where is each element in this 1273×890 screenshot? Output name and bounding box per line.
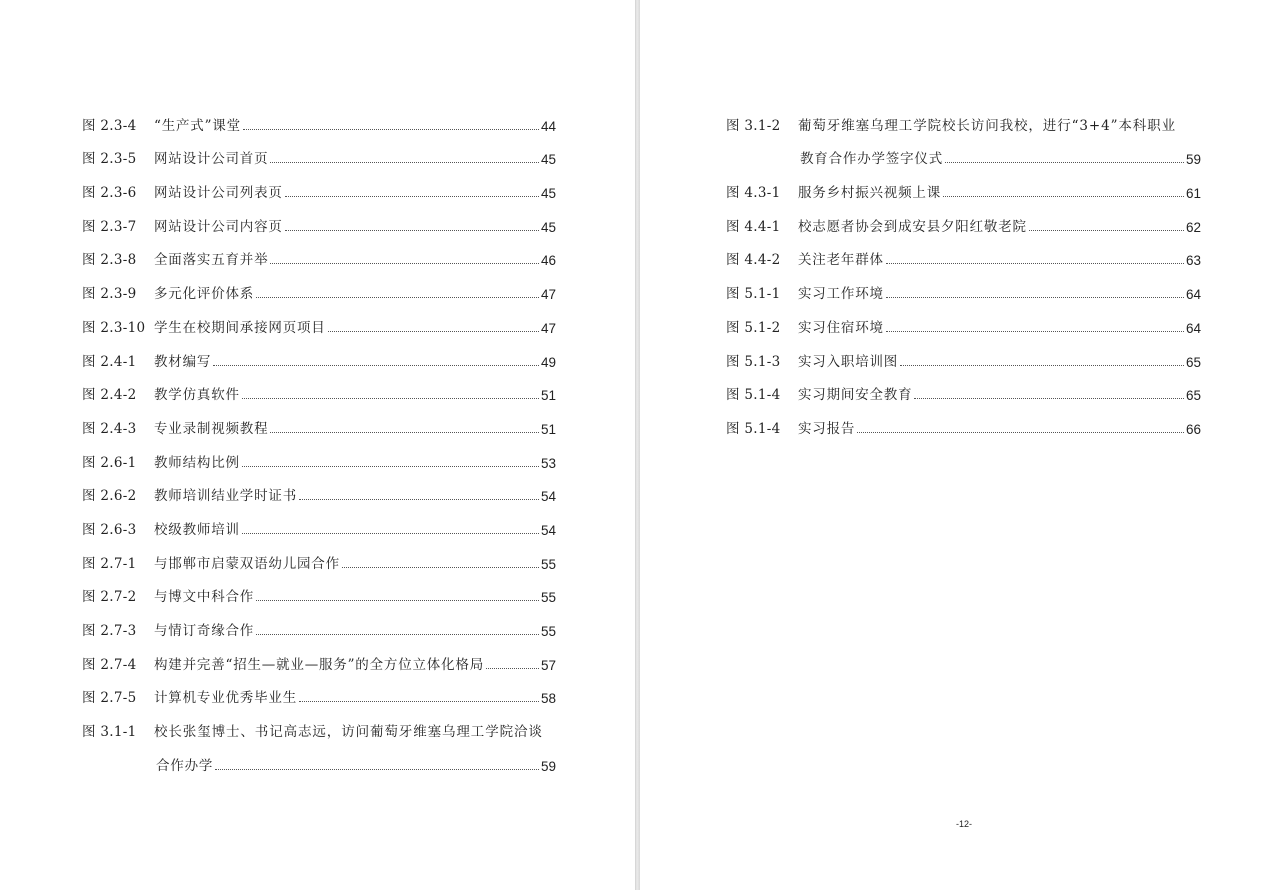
- figure-title: 构建并完善“招生—就业—服务”的全方位立体化格局: [154, 656, 485, 673]
- page-ref: 45: [540, 152, 556, 168]
- figure-title: 网站设计公司内容页: [154, 218, 283, 235]
- page-ref: 63: [1185, 253, 1201, 269]
- figure-title: 专业录制视频教程: [154, 420, 269, 437]
- figure-number: 图 2.7-1: [82, 555, 137, 572]
- toc-entry[interactable]: [726, 201, 1201, 235]
- toc-entry[interactable]: [82, 302, 556, 336]
- page-ref: 54: [540, 522, 556, 538]
- page-ref: 65: [1185, 388, 1201, 404]
- dot-leader: [285, 195, 539, 197]
- dot-leader: [886, 296, 1184, 298]
- figure-title: 校级教师培训: [154, 521, 240, 538]
- toc-entry[interactable]: [82, 437, 556, 471]
- dot-leader: [270, 161, 539, 163]
- figure-number: 图 2.3-8: [82, 252, 137, 269]
- toc-entry[interactable]: [82, 538, 556, 572]
- figure-title: 关注老年群体: [798, 252, 884, 269]
- page-ref: 64: [1185, 320, 1201, 336]
- page-ref: 59: [1185, 152, 1201, 168]
- figure-number: 图 2.3-6: [82, 185, 137, 202]
- dot-leader: [328, 330, 539, 332]
- figure-title: 校志愿者协会到成安县夕阳红敬老院: [798, 218, 1027, 235]
- toc-entry[interactable]: [82, 134, 556, 168]
- figure-number: 图 4.3-1: [726, 185, 781, 202]
- dot-leader: [299, 700, 539, 702]
- figure-title: 教师结构比例: [154, 454, 240, 471]
- figure-list-left: [82, 100, 556, 774]
- figure-number: 图 3.1-2: [726, 117, 781, 134]
- toc-entry[interactable]: [726, 302, 1201, 336]
- dot-leader: [256, 633, 539, 635]
- page-ref: 47: [540, 287, 556, 303]
- figure-title: 全面落实五育并举: [154, 252, 269, 269]
- page-ref: 45: [540, 219, 556, 235]
- figure-title: 与情订奇缘合作: [154, 623, 255, 639]
- figure-number: 图 4.4-2: [726, 252, 781, 269]
- figure-number: 图 5.1-4: [726, 420, 781, 437]
- page-ref: 44: [540, 118, 556, 134]
- toc-entry[interactable]: [82, 639, 556, 673]
- toc-entry[interactable]: [82, 201, 556, 235]
- page-ref: 61: [1185, 186, 1201, 202]
- figure-title-line1: 葡萄牙维塞乌理工学院校长访问我校，进行“3+4”本科职业: [798, 117, 1176, 134]
- page-ref: 51: [540, 421, 556, 437]
- figure-number: 图 3.1-1: [82, 724, 137, 741]
- page-ref: 64: [1185, 287, 1201, 303]
- toc-entry-multiline[interactable]: [726, 100, 1201, 167]
- figure-title: 实习入职培训图: [798, 353, 899, 370]
- page-ref: 54: [540, 489, 556, 505]
- page-ref: 58: [540, 691, 556, 707]
- dot-leader: [943, 195, 1184, 197]
- figure-number: 图 5.1-3: [726, 353, 781, 370]
- toc-entry[interactable]: [726, 268, 1201, 302]
- figure-number: 图 2.6-3: [82, 521, 137, 538]
- figure-number: 图 2.4-2: [82, 387, 137, 404]
- page-number: -12-: [956, 819, 973, 829]
- dot-leader: [945, 161, 1184, 163]
- figure-number: 图 5.1-2: [726, 319, 781, 336]
- page-ref: 46: [540, 253, 556, 269]
- toc-entry[interactable]: [82, 471, 556, 505]
- figure-title: 与邯郸市启蒙双语幼儿园合作: [154, 555, 340, 572]
- dot-leader: [914, 397, 1184, 399]
- dot-leader: [1029, 229, 1184, 231]
- figure-title: 实习期间安全教育: [798, 387, 913, 404]
- figure-title: 实习住宿环境: [798, 319, 884, 336]
- toc-entry[interactable]: [726, 336, 1201, 370]
- toc-entry-multiline[interactable]: [82, 706, 556, 773]
- figure-number: 图 2.3-4: [82, 117, 137, 134]
- figure-number: 图 2.7-5: [82, 690, 137, 707]
- dot-leader: [857, 431, 1184, 433]
- figure-title: 实习工作环境: [798, 286, 884, 303]
- figure-number: 图 2.4-1: [82, 353, 137, 370]
- figure-title-line1: 校长张玺博士、书记高志远，访问葡萄牙维塞乌理工学院洽谈: [154, 724, 543, 741]
- toc-entry[interactable]: [82, 673, 556, 707]
- dot-leader: [242, 397, 539, 399]
- page-ref: 55: [540, 590, 556, 606]
- page-ref: 47: [540, 320, 556, 336]
- dot-leader: [242, 465, 539, 467]
- dot-leader: [285, 229, 539, 231]
- toc-entry[interactable]: [726, 370, 1201, 404]
- toc-entry[interactable]: [726, 403, 1201, 437]
- toc-entry[interactable]: [82, 504, 556, 538]
- toc-entry[interactable]: [82, 100, 556, 134]
- figure-title: 实习报告: [798, 420, 856, 437]
- page-ref: 66: [1185, 421, 1201, 437]
- toc-entry[interactable]: [82, 370, 556, 404]
- dot-leader: [256, 296, 539, 298]
- toc-entry[interactable]: [82, 268, 556, 302]
- dot-leader: [256, 599, 539, 601]
- dot-leader: [486, 667, 539, 669]
- toc-entry[interactable]: [82, 403, 556, 437]
- figure-number: 图 2.7-3: [82, 623, 137, 639]
- figure-title: 计算机专业优秀毕业生: [154, 690, 297, 707]
- dot-leader: [270, 431, 539, 433]
- figure-title: 教师培训结业学时证书: [154, 488, 297, 505]
- figure-title: 网站设计公司列表页: [154, 185, 283, 202]
- toc-entry[interactable]: [726, 235, 1201, 269]
- figure-number: 图 2.4-3: [82, 420, 137, 437]
- page-ref: 51: [540, 388, 556, 404]
- figure-number: 图 5.1-4: [726, 387, 781, 404]
- figure-number: 图 2.3-10: [82, 319, 146, 336]
- figure-title: 教学仿真软件: [154, 387, 240, 404]
- figure-title-line2: 教育合作办学签字仪式: [800, 151, 943, 168]
- figure-title: 学生在校期间承接网页项目: [154, 319, 326, 336]
- figure-number: 图 2.3-5: [82, 151, 137, 168]
- dot-leader: [886, 330, 1184, 332]
- figure-number: 图 2.6-1: [82, 454, 137, 471]
- toc-entry[interactable]: [82, 605, 556, 639]
- figure-number: 图 2.3-7: [82, 218, 137, 235]
- figure-number: 图 4.4-1: [726, 218, 781, 235]
- figure-title: 网站设计公司首页: [154, 151, 269, 168]
- figure-title: “生产式”课堂: [154, 117, 241, 134]
- page-ref: 62: [1185, 219, 1201, 235]
- figure-title: 与博文中科合作: [154, 589, 255, 606]
- page-ref: 55: [540, 624, 556, 639]
- left-page: [0, 0, 635, 890]
- figure-number: 图 5.1-1: [726, 286, 781, 303]
- dot-leader: [270, 262, 539, 264]
- toc-entry[interactable]: [726, 167, 1201, 201]
- page-ref: 59: [540, 758, 556, 774]
- figure-number: 图 2.7-2: [82, 589, 137, 606]
- page-ref: 49: [540, 354, 556, 370]
- page-ref: 53: [540, 455, 556, 471]
- figure-list-right: [726, 100, 1201, 437]
- dot-leader: [886, 262, 1184, 264]
- dot-leader: [299, 498, 539, 500]
- dot-leader: [342, 566, 539, 568]
- dot-leader: [242, 532, 539, 534]
- figure-number: 图 2.6-2: [82, 488, 137, 505]
- dot-leader: [900, 364, 1184, 366]
- figure-number: 图 2.7-4: [82, 656, 137, 673]
- page-ref: 45: [540, 186, 556, 202]
- page-ref: 65: [1185, 354, 1201, 370]
- figure-title: 教材编写: [154, 353, 212, 370]
- page-ref: 55: [540, 556, 556, 572]
- figure-number: 图 2.3-9: [82, 286, 137, 303]
- toc-entry[interactable]: [82, 572, 556, 606]
- toc-entry[interactable]: [82, 235, 556, 269]
- right-page: [640, 0, 1273, 890]
- figure-title: 服务乡村振兴视频上课: [798, 185, 941, 202]
- dot-leader: [215, 768, 539, 770]
- dot-leader: [243, 128, 539, 130]
- figure-title-line2: 合作办学: [156, 757, 214, 774]
- toc-entry[interactable]: [82, 336, 556, 370]
- figure-title: 多元化评价体系: [154, 286, 255, 303]
- dot-leader: [213, 364, 539, 366]
- page-ref: 57: [540, 657, 556, 673]
- toc-entry[interactable]: [82, 167, 556, 201]
